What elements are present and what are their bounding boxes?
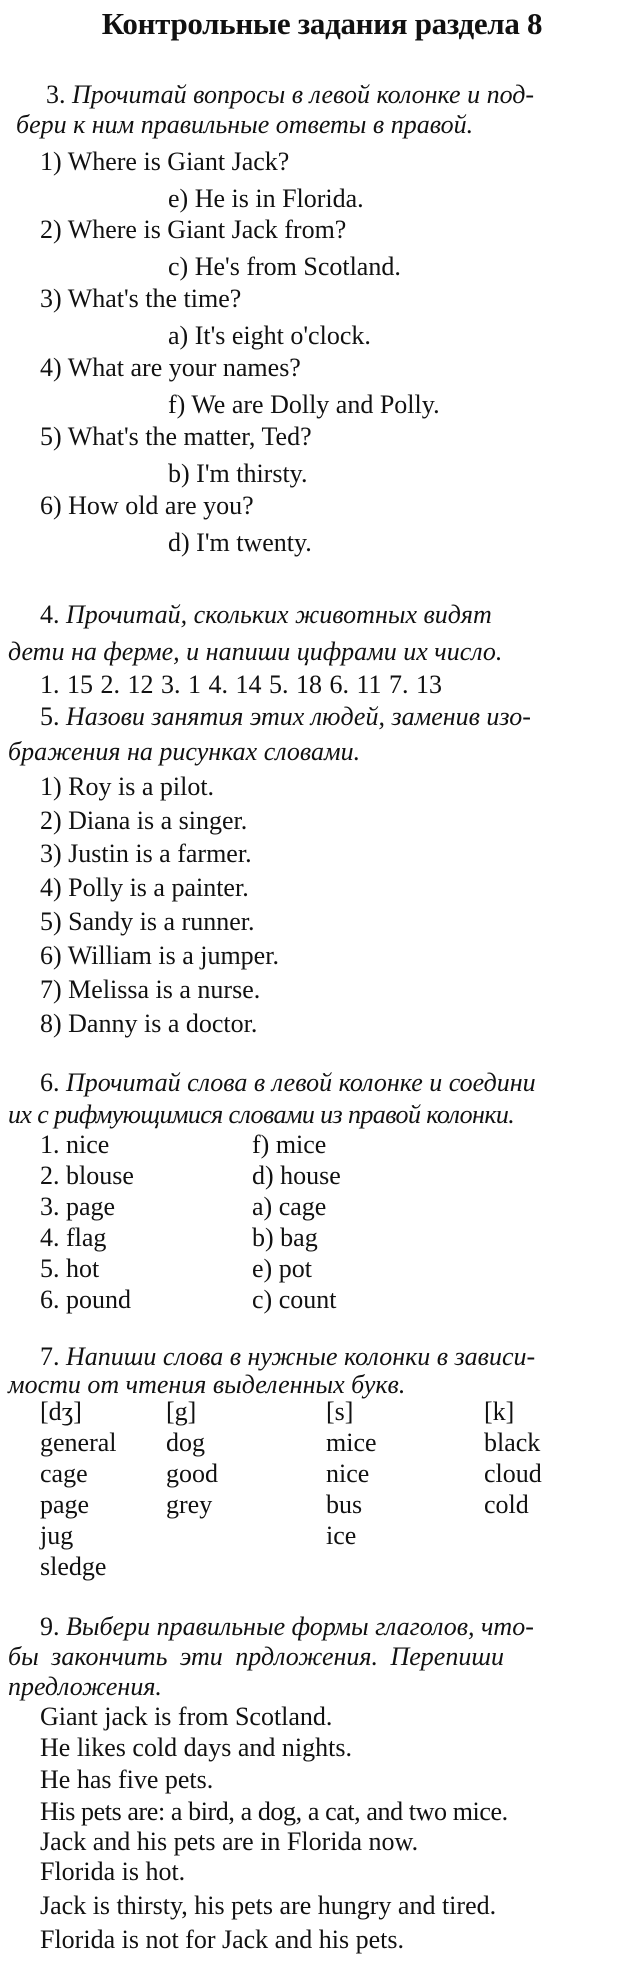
task3-instruction-text1: Прочитай вопросы в левой колонке и под- xyxy=(72,80,535,109)
task9-sentence-7: Jack is thirsty, his pets are hungry and tired. xyxy=(40,1891,497,1920)
task7-header-g: [g] xyxy=(166,1397,197,1426)
task7-cell: sledge xyxy=(40,1552,107,1581)
task3-question-4: 4) What are your names? xyxy=(40,353,301,382)
task9-sentence-5: Jack and his pets are in Florida now. xyxy=(40,1827,419,1856)
task9-instruction-line2: бы закончить эти прдложения. Перепиши xyxy=(8,1642,504,1671)
task7-cell: nice xyxy=(326,1459,370,1488)
task5-instruction-line2: бражения на рисунках словами. xyxy=(8,737,361,766)
task5-item-4: 4) Polly is a painter. xyxy=(40,873,249,902)
task3-instruction-line1 xyxy=(46,80,534,110)
task7-header-k: [k] xyxy=(484,1397,515,1426)
task7-cell: black xyxy=(484,1428,541,1457)
task9-sentence-6: Florida is hot. xyxy=(40,1857,186,1886)
task9-instruction-line3: предложения. xyxy=(8,1672,162,1701)
task9-sentence-1: Giant jack is from Scotland. xyxy=(40,1702,333,1731)
task7-cell: ice xyxy=(326,1521,357,1550)
task5-item-3: 3) Justin is a farmer. xyxy=(40,839,252,868)
task3-question-5: 5) What's the matter, Ted? xyxy=(40,422,312,451)
page-title: Контрольные задания раздела 8 xyxy=(101,6,543,41)
task6-left-3: 3. page xyxy=(40,1192,116,1221)
task6-right-6: c) count xyxy=(252,1285,337,1314)
task7-cell: cloud xyxy=(484,1459,542,1488)
task3-answer-1: e) He is in Florida. xyxy=(168,184,364,213)
task3-question-3: 3) What's the time? xyxy=(40,284,242,313)
task6-left-2: 2. blouse xyxy=(40,1161,134,1190)
task3-instruction-line2: бери к ним правильные ответы в правой. xyxy=(16,110,474,139)
task5-item-2: 2) Diana is a singer. xyxy=(40,806,248,835)
task5-item-5: 5) Sandy is a runner. xyxy=(40,907,255,936)
task7-instruction-line1: 7. Напиши слова в нужные колонки в зависи- xyxy=(40,1342,536,1371)
task7-cell: bus xyxy=(326,1490,363,1519)
task6-right-5: e) pot xyxy=(252,1254,312,1283)
task7-header-s: [s] xyxy=(326,1397,354,1426)
task7-cell: mice xyxy=(326,1428,377,1457)
task6-left-5: 5. hot xyxy=(40,1254,100,1283)
task5-item-7: 7) Melissa is a nurse. xyxy=(40,975,261,1004)
task5-item-8: 8) Danny is a doctor. xyxy=(40,1009,258,1038)
task7-cell: cold xyxy=(484,1490,529,1519)
task4-number: 4. xyxy=(40,600,60,629)
task9-sentence-3: He has five pets. xyxy=(40,1765,214,1794)
task9-sentence-8: Florida is not for Jack and his pets. xyxy=(40,1925,404,1954)
task5-item-6: 6) William is a jumper. xyxy=(40,941,279,970)
task3-answer-4: f) We are Dolly and Polly. xyxy=(168,390,440,419)
task5-item-1: 1) Roy is a pilot. xyxy=(40,772,215,801)
task7-cell: cage xyxy=(40,1459,88,1488)
task7-cell: page xyxy=(40,1490,90,1519)
task9-instruction-line1: 9. Выбери правильные формы глаголов, что- xyxy=(40,1612,534,1641)
task6-left-6: 6. pound xyxy=(40,1285,131,1314)
task6-instruction-line1: 6. Прочитай слова в левой колонке и соедини xyxy=(40,1068,536,1097)
task7-cell: general xyxy=(40,1428,117,1457)
task5-number: 5. xyxy=(40,702,60,731)
task3-question-1: 1) Where is Giant Jack? xyxy=(40,147,290,176)
task6-right-3: a) cage xyxy=(252,1192,327,1221)
task4-answers: 1. 15 2. 12 3. 1 4. 14 5. 18 6. 11 7. 13 xyxy=(40,670,443,699)
task7-header-dz: [dʒ] xyxy=(40,1397,82,1426)
task6-right-4: b) bag xyxy=(252,1223,318,1252)
task7-number: 7. xyxy=(40,1342,60,1371)
task6-instruction-line2: их с рифмующимися словами из правой колонки. xyxy=(8,1100,515,1129)
task9-sentence-2: He likes cold days and nights. xyxy=(40,1733,352,1762)
task3-number: 3. xyxy=(46,80,66,109)
task7-cell: good xyxy=(166,1459,218,1488)
task3-question-6: 6) How old are you? xyxy=(40,491,254,520)
task9-sentence-4: His pets are: a bird, a dog, a cat, and two mice. xyxy=(40,1797,508,1826)
task7-cell: dog xyxy=(166,1428,205,1457)
task6-right-2: d) house xyxy=(252,1161,341,1190)
task3-answer-5: b) I'm thirsty. xyxy=(168,459,308,488)
task5-instruction-line1: 5. Назови занятия этих людей, заменив изо- xyxy=(40,702,531,731)
task9-number: 9. xyxy=(40,1612,60,1641)
task4-instruction-line2: дети на ферме, и напиши цифрами их число. xyxy=(8,637,503,666)
task3-question-2: 2) Where is Giant Jack from? xyxy=(40,215,347,244)
task6-left-4: 4. flag xyxy=(40,1223,107,1252)
task4-instruction-line1: 4. Прочитай, скольких животных видят xyxy=(40,600,492,629)
task6-left-1: 1. nice xyxy=(40,1130,110,1159)
task6-right-1: f) mice xyxy=(252,1130,327,1159)
task7-instruction-line2: мости от чтения выделенных букв. xyxy=(8,1370,406,1399)
task7-cell: jug xyxy=(40,1521,74,1550)
task3-answer-6: d) I'm twenty. xyxy=(168,528,312,557)
task6-number: 6. xyxy=(40,1068,60,1097)
task7-cell: grey xyxy=(166,1490,213,1519)
task3-answer-3: a) It's eight o'clock. xyxy=(168,321,371,350)
task3-answer-2: c) He's from Scotland. xyxy=(168,252,401,281)
